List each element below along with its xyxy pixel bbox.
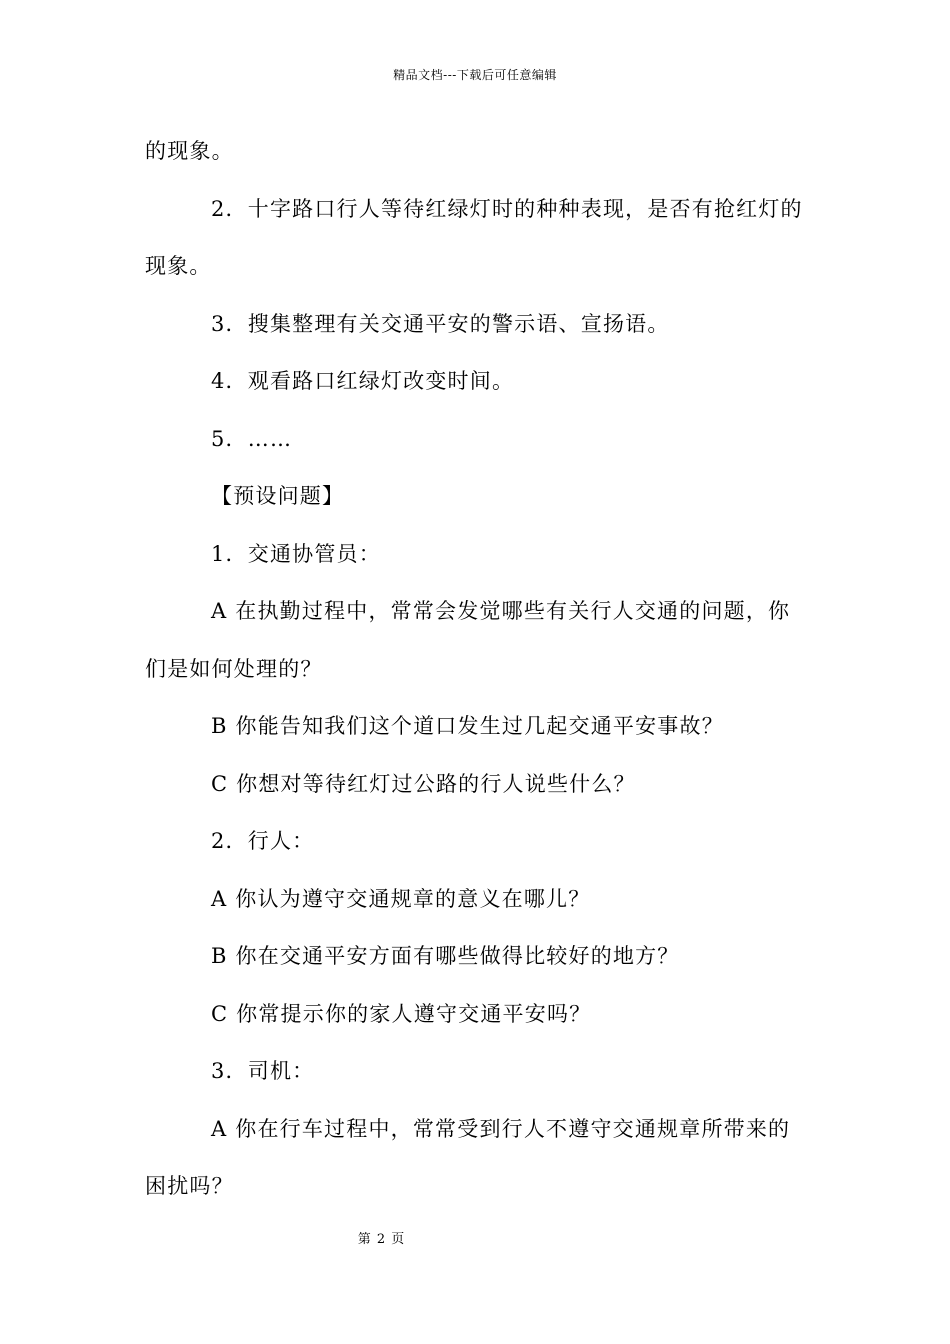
text-line-item-5: 5．…… (211, 426, 293, 451)
question-line: C 你想对等待红灯过公路的行人说些什么？ (211, 771, 636, 796)
question-line: A 在执勤过程中，常常会发觉哪些有关行人交通的问题，你 (211, 599, 791, 623)
text-line-role-2: 2．行人： (211, 829, 315, 853)
text-line-role-1: 1．交通协管员： (211, 541, 381, 566)
section-heading: 【预设问题】 (211, 484, 345, 508)
text-line-item-2: 2．十字路口行人等待红绿灯时的种种表现，是否有抢红灯的 (211, 196, 803, 221)
text-line-item-3: 3．搜集整理有关交通平安的警示语、宣扬语。 (211, 311, 670, 336)
question-line: A 你认为遵守交通规章的意义在哪儿？ (211, 886, 591, 911)
page-header: 精品文档---下载后可任意编辑 (393, 68, 557, 82)
text-line-continuation: 们是如何处理的？ (145, 656, 323, 681)
question-line: A 你在行车过程中，常常受到行人不遵守交通规章所带来的 (211, 1116, 791, 1141)
document-body (145, 131, 810, 1224)
text-line-continuation: 现象。 (145, 254, 212, 278)
text-line-continuation: 的现象。 (145, 139, 234, 163)
text-line-continuation: 困扰吗？ (145, 1174, 234, 1198)
question-line: C 你常提示你的家人遵守交通平安吗？ (211, 1001, 592, 1026)
text-line-item-4: 4．观看路口红绿灯改变时间。 (211, 369, 515, 393)
text-line-role-3: 3．司机： (211, 1059, 315, 1083)
question-line: B 你在交通平安方面有哪些做得比较好的地方？ (211, 944, 680, 968)
page-number: 第 2 页 (357, 1232, 406, 1247)
question-line: B 你能告知我们这个道口发生过几起交通平安事故？ (211, 714, 724, 738)
